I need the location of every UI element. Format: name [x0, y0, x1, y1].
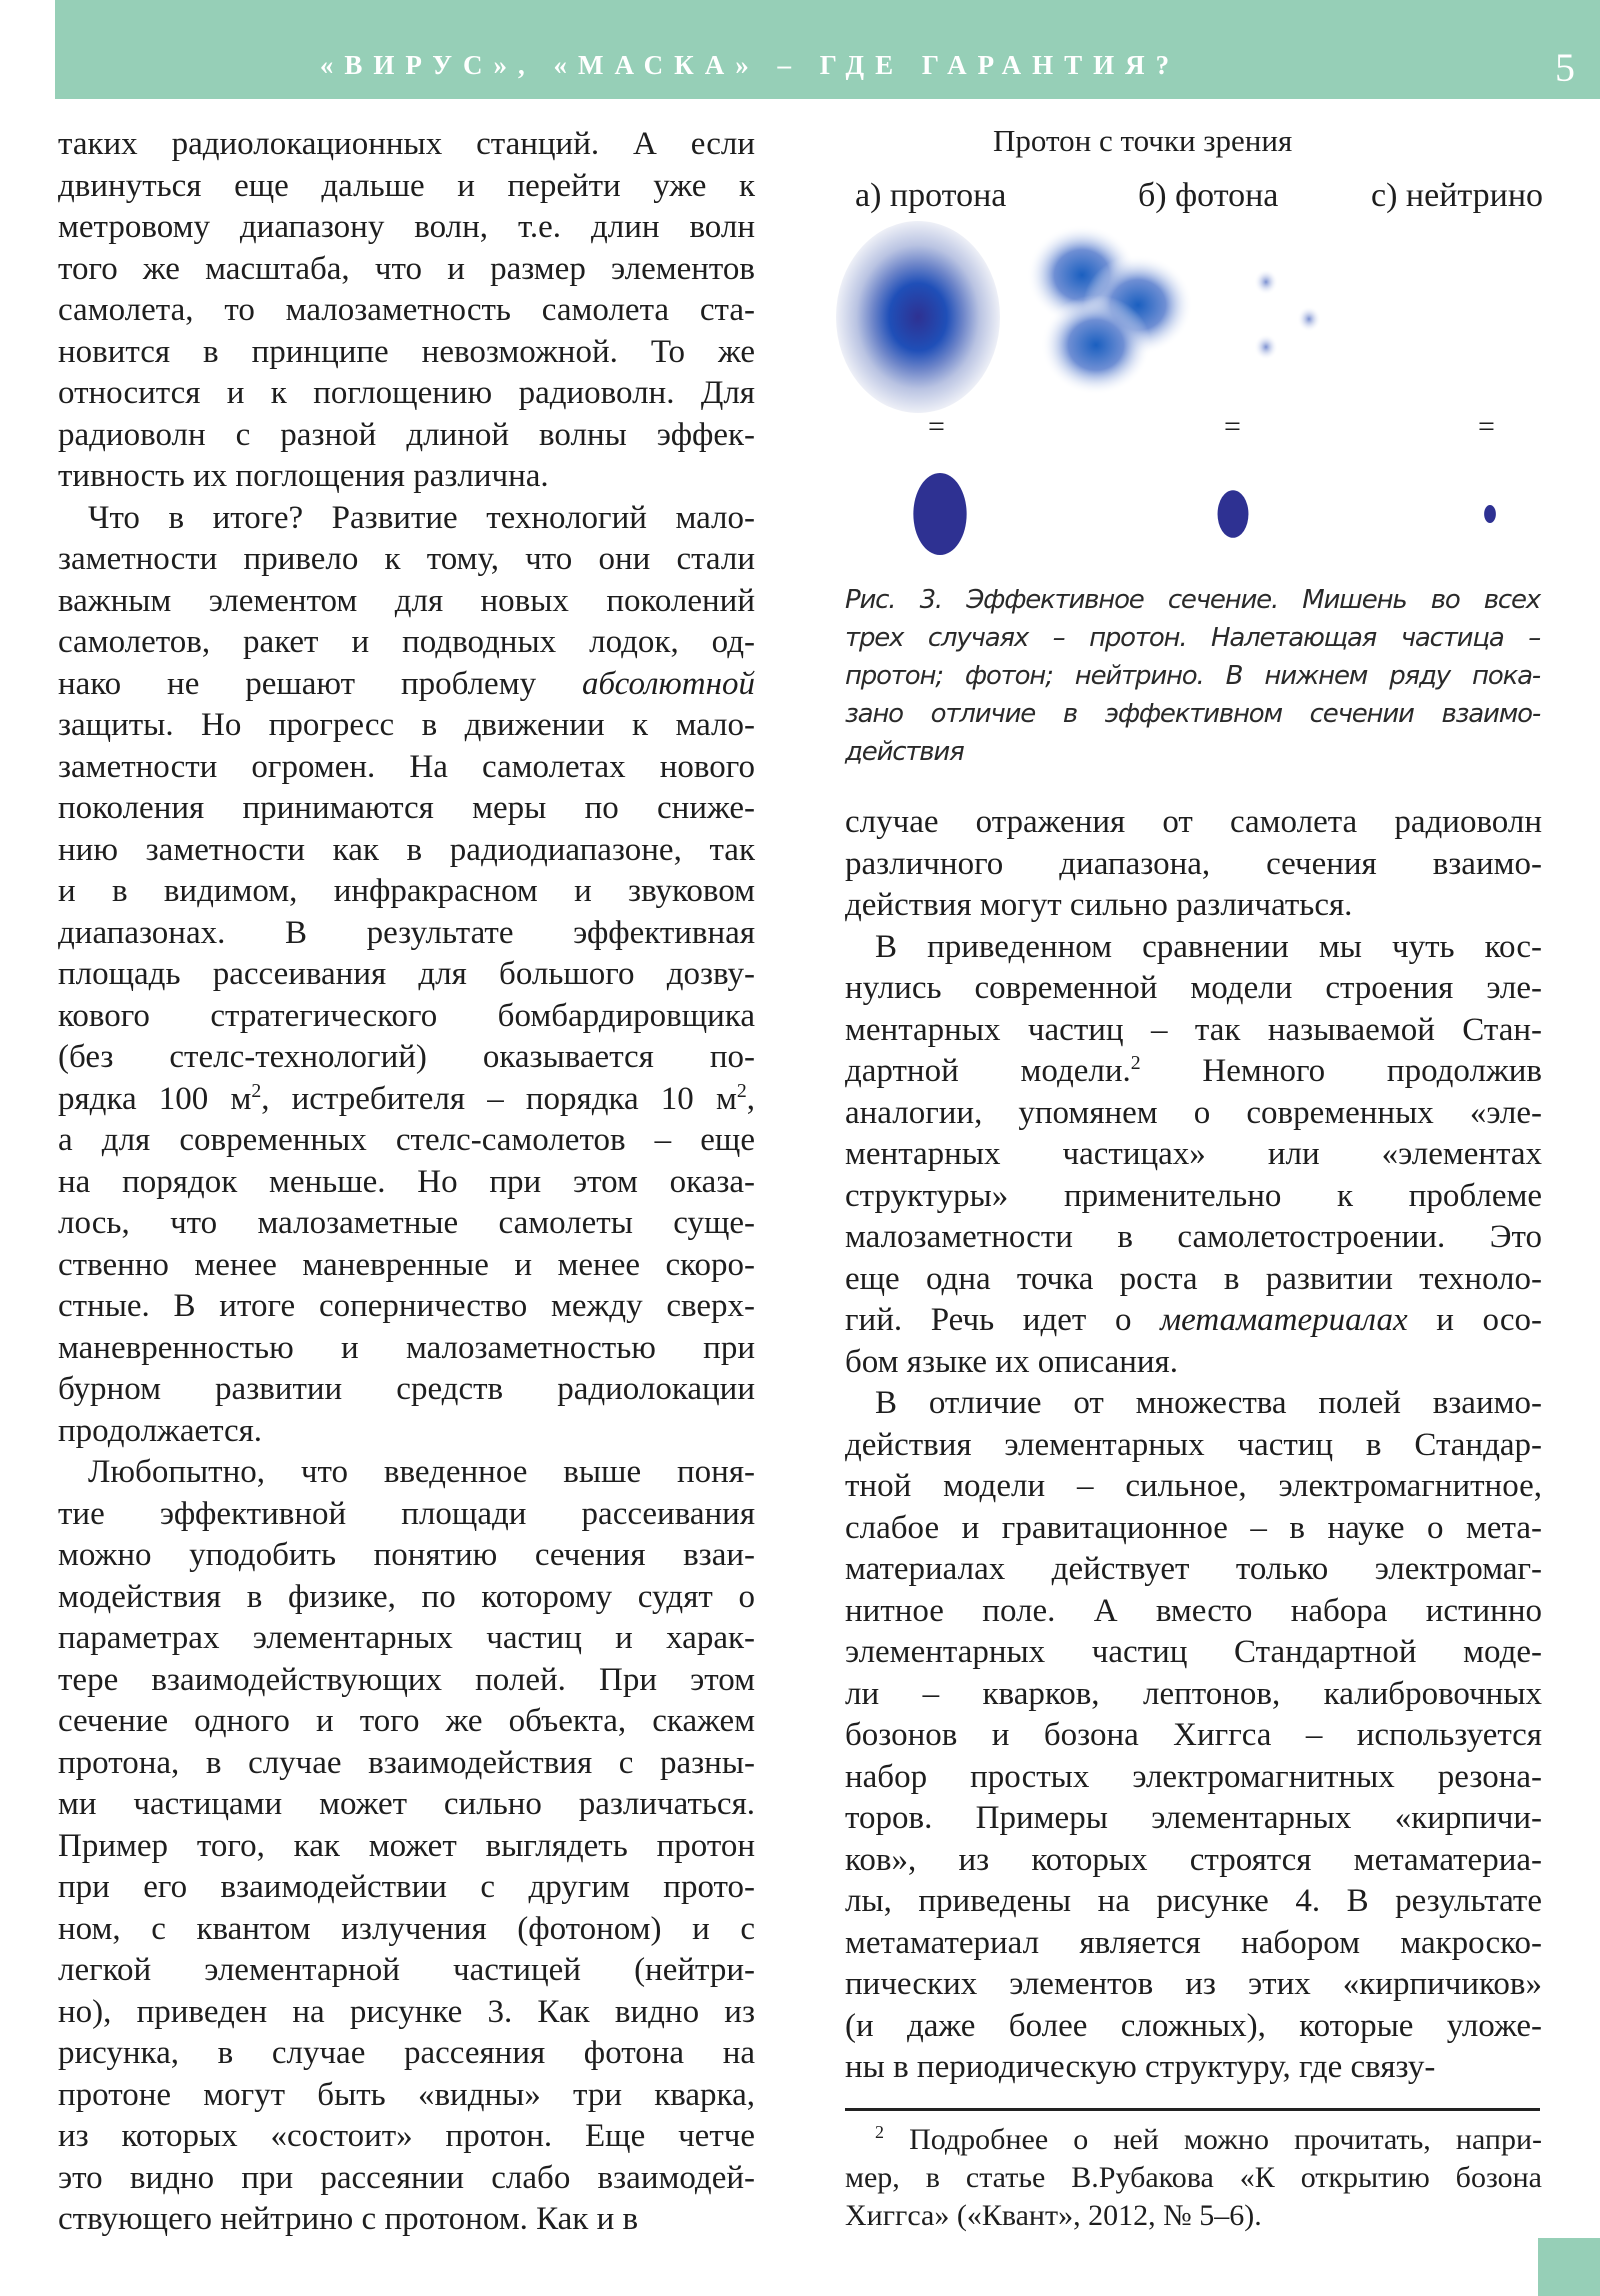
- text-line: (без стелс-технологий) оказывается по-: [58, 1039, 755, 1075]
- text-line: а для современных стелс-самолетов – еще: [58, 1122, 755, 1158]
- cross-section-dot-2: [1218, 490, 1249, 538]
- caption-line: трех случаях – протон. Налетающая частица –: [845, 623, 1540, 653]
- text-line: нулись современной модели строения эле-: [845, 970, 1542, 1006]
- text-line: но), приведен на рисунке 3. Как видно из: [58, 1993, 755, 2030]
- caption-line: протон; фотон; нейтрино. В нижнем ряду пока-: [845, 661, 1540, 691]
- text-line: диапазонах. В результате эффективная: [58, 914, 755, 951]
- text-line: ны в периодическую структуру, где связу-: [845, 2049, 1436, 2085]
- cross-section-dot-3: [1484, 505, 1496, 523]
- text-line: В приведенном сравнении мы чуть кос-: [875, 928, 1542, 965]
- text-line: бозонов и бозона Хиггса – используется: [845, 1717, 1542, 1753]
- text-line: бурном развитии средств радиолокации: [58, 1371, 755, 1407]
- text-line: действия элементарных частиц в Стандар-: [845, 1426, 1542, 1463]
- text-line: заметности огромен. На самолетах нового: [58, 748, 755, 785]
- text-line: тие эффективной площади рассеивания: [58, 1495, 755, 1532]
- footnote-line: $^2$ Подробнее о ней можно прочитать, напри-: [875, 2122, 1542, 2156]
- text-line: Любопытно, что введенное выше поня-: [88, 1454, 755, 1490]
- text-line: набор простых электромагнитных резона-: [845, 1758, 1542, 1795]
- equals-sign-3: =: [1478, 410, 1495, 443]
- text-line: слабое и гравитационное – в науке о мета-: [845, 1509, 1542, 1546]
- footnote-line: Хиггса» («Квант», 2012, № 5–6).: [845, 2199, 1262, 2232]
- figure-label-neutrino: с) нейтрино: [1371, 177, 1544, 214]
- text-line: метровому диапазону волн, т.е. длин волн: [58, 209, 755, 245]
- text-line: Что в итоге? Развитие технологий мало-: [88, 499, 755, 536]
- footnote-divider: [845, 2108, 1540, 2111]
- text-line: ли – кварков, лептонов, калибровочных: [845, 1675, 1542, 1712]
- text-line: сечение одного и того же объекта, скажем: [58, 1703, 755, 1739]
- text-line: можно уподобить понятию сечения взаи-: [58, 1537, 755, 1573]
- text-line: рисунка, в случае рассеяния фотона на: [58, 2035, 755, 2071]
- text-line: на порядок меньше. Но при этом оказа-: [58, 1163, 755, 1200]
- text-line: двинуться еще дальше и перейти уже к: [58, 167, 755, 204]
- text-line: различного диапазона, сечения взаимо-: [845, 845, 1542, 882]
- text-line: маневренностью и малозаметностью при: [58, 1329, 755, 1366]
- text-line: материалах действует только электромаг-: [845, 1551, 1542, 1587]
- text-line: того же масштаба, что и размер элементов: [58, 250, 755, 287]
- text-line: при его взаимодействии с другим прото-: [58, 1869, 755, 1905]
- text-line: кового стратегического бомбардировщика: [58, 997, 755, 1034]
- caption-line: действия: [845, 737, 964, 767]
- text-line: ствующего нейтрино с протоном. Как и в: [58, 2201, 639, 2237]
- text-line: площадь рассеивания для большого дозву-: [58, 956, 755, 992]
- text-line: протоне могут быть «видны» три кварка,: [58, 2076, 755, 2113]
- proton-cloud: [836, 221, 1000, 413]
- text-line: параметрах элементарных частиц и харак-: [58, 1620, 755, 1656]
- text-line: случае отражения от самолета радиоволн: [845, 804, 1542, 840]
- text-line: таких радиолокационных станций. А если: [58, 126, 755, 162]
- text-line: рядка 100 $м^2$, истребителя – порядка 10 $м^2$,: [58, 1079, 755, 1117]
- text-line: ственно менее маневренные и менее скоро-: [58, 1246, 755, 1283]
- figure-title: Протон с точки зрения: [993, 123, 1293, 158]
- figure-label-photon: б) фотона: [1138, 177, 1279, 214]
- text-line: нию заметности как в радиодиапазоне, так: [58, 831, 755, 868]
- text-line: пических элементов из этих «кирпичиков»: [845, 1966, 1542, 2002]
- text-line: лось, что малозаметные самолеты суще-: [58, 1205, 755, 1241]
- text-line: Пример того, как может выглядеть протон: [58, 1827, 755, 1864]
- cross-section-dot-1: [913, 473, 966, 555]
- text-line: метаматериал является набором макроско-: [845, 1924, 1542, 1961]
- text-line: тивность их поглощения различна.: [58, 458, 549, 494]
- text-line: тной модели – сильное, электромагнитное,: [845, 1468, 1542, 1504]
- text-line: элементарных частиц Стандартной моде-: [845, 1634, 1542, 1670]
- caption-line: зано отличие в эффективном сечении взаимо-: [845, 699, 1540, 729]
- text-line: относится и к поглощению радиоволн. Для: [58, 375, 755, 411]
- text-line: ментарных частицах» или «элементах: [845, 1136, 1542, 1172]
- figure-graphic: [820, 220, 1600, 570]
- text-line: модействия в физике, по которому судят о: [58, 1578, 755, 1615]
- text-line: ми частицами может сильно различаться.: [58, 1786, 755, 1822]
- text-line: В отличие от множества полей взаимо-: [875, 1385, 1542, 1421]
- text-line: заметности привело к тому, что они стали: [58, 541, 755, 577]
- figure-label-proton: а) протона: [855, 177, 1007, 214]
- text-line: аналогии, упомянем о современных «эле-: [845, 1094, 1542, 1131]
- text-line: это видно при рассеянии слабо взаимодей-: [58, 2159, 755, 2196]
- equals-sign-2: =: [1224, 410, 1241, 443]
- text-line: структуры» применительно к проблеме: [845, 1177, 1542, 1214]
- text-line: из которых «состоит» протон. Еще четче: [58, 2118, 755, 2154]
- text-line: малозаметности в самолетостроении. Это: [845, 1219, 1542, 1255]
- footnote-line: мер, в статье В.Рубакова «К открытию бозона: [845, 2161, 1542, 2194]
- text-line: защиты. Но прогресс в движении к мало-: [58, 707, 755, 743]
- neutrino-point-3: [1254, 334, 1278, 360]
- neutrino-point-2: [1297, 306, 1321, 332]
- text-line: протона, в случае взаимодействия с разны-: [58, 1744, 755, 1781]
- text-line: дартной модели.$^2$ Немного продолжив: [845, 1052, 1542, 1089]
- corner-tab: [1538, 2238, 1600, 2296]
- equals-sign-1: =: [928, 410, 945, 443]
- caption-line: Рис. 3. Эффективное сечение. Мишень во всех: [845, 585, 1540, 615]
- neutrino-point-1: [1254, 269, 1278, 295]
- text-line: стные. В итоге соперничество между сверх-: [58, 1288, 755, 1324]
- text-line: радиоволн с разной длиной волны эффек-: [58, 416, 755, 453]
- text-line: новится в принципе невозможной. То же: [58, 333, 755, 370]
- text-line: лы, приведены на рисунке 4. В результате: [845, 1883, 1542, 1919]
- text-line: действия могут сильно различаться.: [845, 887, 1353, 923]
- page-number: 5: [1555, 45, 1575, 90]
- text-line: самолета, то малозаметность самолета ста-: [58, 292, 755, 328]
- text-line: гий. Речь идет о метаматериалах и осо-: [845, 1302, 1543, 1338]
- text-line: легкой элементарной частицей (нейтри-: [58, 1952, 755, 1988]
- text-line: (и даже более сложных), которые уложе-: [845, 2007, 1542, 2044]
- text-line: продолжается.: [58, 1412, 263, 1449]
- quark-blob-3: [1041, 295, 1151, 395]
- text-line: ном, с квантом излучения (фотоном) и с: [58, 1910, 755, 1947]
- text-line: поколения принимаются меры по сниже-: [58, 790, 755, 826]
- text-line: нако не решают проблему абсолютной: [58, 665, 755, 702]
- text-line: торов. Примеры элементарных «кирпичи-: [845, 1800, 1542, 1836]
- text-line: нитное поле. А вместо набора истинно: [845, 1592, 1542, 1629]
- page-header: [55, 0, 1600, 99]
- text-line: и в видимом, инфракрасном и звуковом: [58, 873, 755, 909]
- text-line: ментарных частиц – так называемой Стан-: [845, 1011, 1542, 1048]
- running-title: «ВИРУС», «МАСКА» – ГДЕ ГАРАНТИЯ?: [319, 50, 1181, 80]
- text-line: важным элементом для новых поколений: [58, 582, 755, 619]
- text-line: бом языке их описания.: [845, 1343, 1178, 1380]
- text-line: ков», из которых строятся метаматериа-: [845, 1841, 1542, 1878]
- text-line: еще одна точка роста в развитии техноло-: [845, 1260, 1542, 1297]
- text-line: самолетов, ракет и подводных лодок, од-: [58, 624, 755, 660]
- text-line: тере взаимодействующих полей. При этом: [58, 1661, 755, 1698]
